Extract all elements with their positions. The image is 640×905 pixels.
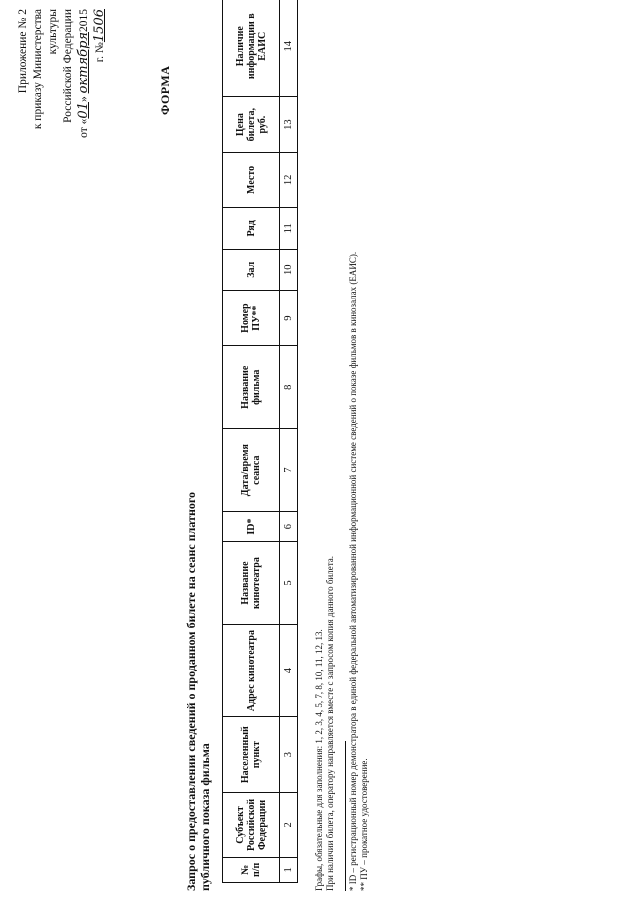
column-number-cell: 5 <box>280 542 298 625</box>
header-cell: Название кинотеатра <box>223 542 280 625</box>
appendix-line-2: к приказу Министерства культуры <box>32 9 59 130</box>
footnote-divider <box>345 741 346 891</box>
form-label: ФОРМА <box>158 65 172 115</box>
header-cell: Цена билета, руб. <box>223 97 280 152</box>
column-number-row <box>280 0 298 883</box>
header-cell: Адрес кинотеатра <box>223 625 280 717</box>
footnote-id: * ID – регистрационный номер демонстратора в единой федеральной автоматизированной информационной системе сведений о показе фильмов в кинозалах (ЕАИС). <box>348 251 358 891</box>
header-cell: ID* <box>223 512 280 542</box>
notes-block <box>314 331 336 891</box>
date-prefix: от « <box>78 118 90 138</box>
appendix-line-3: Российской Федерации <box>62 9 74 123</box>
header-cell: № п/п <box>223 857 280 882</box>
required-columns-note: Графы, обязательные для заполнения: 1, 2, 3, 4, 5, 7, 8, 10, 11, 12, 13. <box>314 629 324 891</box>
column-number-cell: 13 <box>280 97 298 152</box>
date-day: 01 <box>76 102 91 119</box>
appendix-header <box>16 9 108 145</box>
header-cell: Населенный пункт <box>223 717 280 793</box>
column-number-cell: 4 <box>280 625 298 717</box>
header-cell: Дата/время сеанса <box>223 429 280 512</box>
table-header-row <box>223 0 280 883</box>
column-number-cell: 1 <box>280 857 298 882</box>
column-number-cell: 3 <box>280 717 298 793</box>
header-cell: Субъект Российской Федерации <box>223 793 280 858</box>
column-number-cell: 14 <box>280 0 298 97</box>
footnotes-block <box>345 171 370 891</box>
column-number-cell: 12 <box>280 152 298 207</box>
request-table <box>222 0 298 883</box>
column-number-cell: 9 <box>280 290 298 345</box>
column-number-cell: 11 <box>280 208 298 249</box>
appendix-line-1: Приложение № 2 <box>17 9 29 94</box>
date-year: 2015 г. № <box>78 9 106 63</box>
order-number: 1506 <box>92 9 107 43</box>
footnote-pu: ** ПУ – прокатное удостоверение. <box>359 758 369 891</box>
form-title: Запрос о предоставлении сведений о проданном билете на сеанс платного публичного показа фильма <box>184 491 212 891</box>
ticket-copy-note: При наличии билета, оператору направляется вместе с запросом копия данного билета. <box>325 556 335 891</box>
order-date-line <box>76 9 108 145</box>
header-cell: Название фильма <box>223 346 280 429</box>
date-mid: » <box>78 93 90 103</box>
header-cell: Наличие информации в ЕАИС <box>223 0 280 97</box>
header-cell: Номер ПУ** <box>223 290 280 345</box>
header-cell: Ряд <box>223 208 280 249</box>
header-cell: Место <box>223 152 280 207</box>
column-number-cell: 7 <box>280 429 298 512</box>
date-month: октября <box>76 32 91 94</box>
header-cell: Зал <box>223 249 280 290</box>
column-number-cell: 10 <box>280 249 298 290</box>
column-number-cell: 6 <box>280 512 298 542</box>
column-number-cell: 2 <box>280 793 298 858</box>
column-number-cell: 8 <box>280 346 298 429</box>
